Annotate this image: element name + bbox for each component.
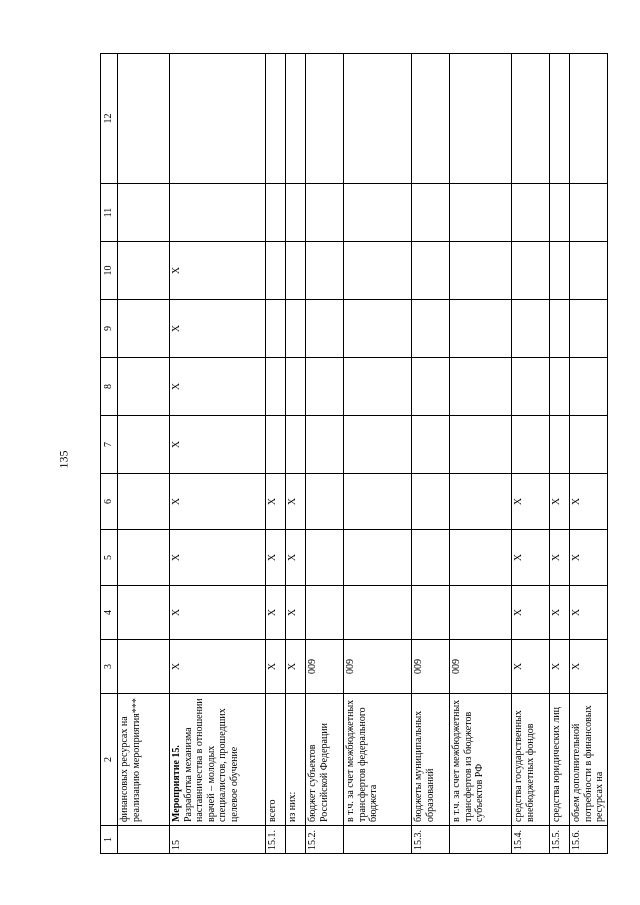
row-title: бюджеты муниципальных образований (413, 710, 436, 822)
cell-col-6: X (266, 474, 286, 530)
row-number: 15.4. (512, 826, 550, 854)
row-title: объем дополнительной потребности в финансовых ресурсах на (571, 705, 605, 822)
row-title-cell (170, 694, 266, 826)
cell-col-9 (118, 300, 170, 358)
cell-col-12 (412, 54, 450, 184)
column-header-10: 10 (101, 242, 118, 300)
cell-col-4 (306, 586, 344, 640)
table-row (286, 54, 306, 854)
cell-col-6 (412, 474, 450, 530)
cell-col-7 (412, 416, 450, 474)
cell-col-8: X (170, 358, 266, 416)
cell-col-11 (306, 184, 344, 242)
cell-col-11 (412, 184, 450, 242)
column-header-6: 6 (101, 474, 118, 530)
cell-col-11 (286, 184, 306, 242)
cell-col-8 (266, 358, 286, 416)
cell-col-4: X (570, 586, 608, 640)
cell-col-4: X (286, 586, 306, 640)
cell-col-7 (512, 416, 550, 474)
measure-heading: Мероприятие 15. (171, 745, 182, 822)
table-container (100, 54, 605, 854)
row-title: всего (267, 799, 278, 822)
cell-col-10 (118, 242, 170, 300)
cell-col-9 (550, 300, 570, 358)
cell-col-6: X (170, 474, 266, 530)
cell-col-10 (344, 242, 412, 300)
row-title-cell (286, 694, 306, 826)
cell-col-3: 009 (412, 640, 450, 694)
cell-col-11 (550, 184, 570, 242)
cell-col-8 (286, 358, 306, 416)
table-row (550, 54, 570, 854)
row-title: из них: (287, 791, 298, 822)
cell-col-9 (570, 300, 608, 358)
cell-col-12 (450, 54, 512, 184)
cell-col-5: X (570, 530, 608, 586)
cell-col-9 (450, 300, 512, 358)
cell-col-12 (550, 54, 570, 184)
row-title-cell (450, 694, 512, 826)
cell-col-8 (550, 358, 570, 416)
cell-col-9 (266, 300, 286, 358)
cell-col-12 (512, 54, 550, 184)
row-number: 15.1. (266, 826, 286, 854)
cell-col-4: X (512, 586, 550, 640)
row-title-cell (412, 694, 450, 826)
row-title: Разработка механизма наставничества в отношении врачей – молодых специалистов, прошедших целевое обучение (182, 698, 240, 822)
cell-col-10 (412, 242, 450, 300)
cell-col-4: X (170, 586, 266, 640)
cell-col-9 (344, 300, 412, 358)
cell-col-9 (512, 300, 550, 358)
cell-col-9 (286, 300, 306, 358)
row-title: в т.ч. за счет межбюджетных трансфертов из бюджетов субъектов РФ (451, 699, 485, 822)
cell-col-3: 009 (344, 640, 412, 694)
column-header-8: 8 (101, 358, 118, 416)
cell-col-6 (450, 474, 512, 530)
column-header-7: 7 (101, 416, 118, 474)
column-header-12: 12 (101, 54, 118, 184)
cell-col-5: X (550, 530, 570, 586)
cell-col-7 (306, 416, 344, 474)
cell-col-6: X (570, 474, 608, 530)
cell-col-10 (286, 242, 306, 300)
column-header-3: 3 (101, 640, 118, 694)
cell-col-7 (266, 416, 286, 474)
row-number: 15.6. (570, 826, 608, 854)
column-header-11: 11 (101, 184, 118, 242)
cell-col-10 (550, 242, 570, 300)
cell-col-6: X (550, 474, 570, 530)
cell-col-11 (512, 184, 550, 242)
cell-col-7 (570, 416, 608, 474)
page-number: 135 (56, 450, 71, 469)
cell-col-12 (344, 54, 412, 184)
cell-col-8 (412, 358, 450, 416)
table-row (570, 54, 608, 854)
cell-col-5: X (170, 530, 266, 586)
row-title-cell (306, 694, 344, 826)
table-row (118, 54, 170, 854)
column-header-2: 2 (101, 694, 118, 826)
cell-col-3: 009 (450, 640, 512, 694)
cell-col-3: X (170, 640, 266, 694)
row-number (344, 826, 412, 854)
cell-col-4 (412, 586, 450, 640)
row-title-cell (118, 694, 170, 826)
cell-col-11 (266, 184, 286, 242)
column-header-4: 4 (101, 586, 118, 640)
table-row (170, 54, 266, 854)
cell-col-3: X (570, 640, 608, 694)
cell-col-3: X (266, 640, 286, 694)
cell-col-7 (286, 416, 306, 474)
cell-col-9 (306, 300, 344, 358)
table-row (450, 54, 512, 854)
cell-col-6: X (286, 474, 306, 530)
cell-col-8 (512, 358, 550, 416)
cell-col-4: X (266, 586, 286, 640)
cell-col-12 (570, 54, 608, 184)
table-row (306, 54, 344, 854)
financing-table (100, 53, 608, 854)
cell-col-7 (450, 416, 512, 474)
cell-col-3 (118, 640, 170, 694)
cell-col-12 (118, 54, 170, 184)
row-number (286, 826, 306, 854)
cell-col-11 (570, 184, 608, 242)
cell-col-4: X (550, 586, 570, 640)
cell-col-3: X (286, 640, 306, 694)
header-row (101, 54, 118, 854)
cell-col-11 (170, 184, 266, 242)
cell-col-11 (118, 184, 170, 242)
cell-col-10 (306, 242, 344, 300)
column-header-9: 9 (101, 300, 118, 358)
row-title-cell (266, 694, 286, 826)
cell-col-10 (512, 242, 550, 300)
cell-col-9: X (170, 300, 266, 358)
cell-col-7: X (170, 416, 266, 474)
cell-col-3: X (550, 640, 570, 694)
cell-col-5 (450, 530, 512, 586)
cell-col-6 (306, 474, 344, 530)
cell-col-5 (344, 530, 412, 586)
cell-col-12 (306, 54, 344, 184)
row-title: в т.ч. за счет межбюджетных трансфертов федерального бюджета (345, 699, 379, 822)
cell-col-8 (306, 358, 344, 416)
row-title: средства государственных внебюджетных фондов (513, 710, 536, 822)
row-title-cell (344, 694, 412, 826)
cell-col-9 (412, 300, 450, 358)
cell-col-4 (344, 586, 412, 640)
table-row (266, 54, 286, 854)
cell-col-4 (450, 586, 512, 640)
column-header-1: 1 (101, 826, 118, 854)
cell-col-3: 009 (306, 640, 344, 694)
cell-col-10: X (170, 242, 266, 300)
cell-col-8 (118, 358, 170, 416)
row-title-cell (570, 694, 608, 826)
cell-col-10 (570, 242, 608, 300)
row-title: бюджет субъектов Российской Федерации (307, 722, 330, 822)
cell-col-7 (550, 416, 570, 474)
cell-col-5 (412, 530, 450, 586)
cell-col-7 (344, 416, 412, 474)
cell-col-8 (344, 358, 412, 416)
row-number (450, 826, 512, 854)
cell-col-8 (450, 358, 512, 416)
cell-col-6 (118, 474, 170, 530)
cell-col-5 (118, 530, 170, 586)
table-body (118, 54, 608, 854)
column-header-5: 5 (101, 530, 118, 586)
table-row (344, 54, 412, 854)
cell-col-12 (170, 54, 266, 184)
row-number (118, 826, 170, 854)
cell-col-11 (450, 184, 512, 242)
row-title: средства юридических лиц (551, 707, 562, 822)
row-number: 15 (170, 826, 266, 854)
row-title-cell (512, 694, 550, 826)
cell-col-3: X (512, 640, 550, 694)
cell-col-5 (306, 530, 344, 586)
cell-col-11 (344, 184, 412, 242)
cell-col-12 (266, 54, 286, 184)
cell-col-4 (118, 586, 170, 640)
cell-col-5: X (286, 530, 306, 586)
row-title: финансовых ресурсах на реализацию мероприятия*** (119, 698, 142, 822)
cell-col-6 (344, 474, 412, 530)
table-row (512, 54, 550, 854)
row-number: 15.5. (550, 826, 570, 854)
cell-col-10 (450, 242, 512, 300)
row-number: 15.3. (412, 826, 450, 854)
row-number: 15.2. (306, 826, 344, 854)
cell-col-12 (286, 54, 306, 184)
cell-col-8 (570, 358, 608, 416)
row-title-cell (550, 694, 570, 826)
cell-col-10 (266, 242, 286, 300)
cell-col-5: X (512, 530, 550, 586)
cell-col-7 (118, 416, 170, 474)
cell-col-6: X (512, 474, 550, 530)
cell-col-5: X (266, 530, 286, 586)
rotated-table-frame (100, 54, 605, 854)
table-row (412, 54, 450, 854)
